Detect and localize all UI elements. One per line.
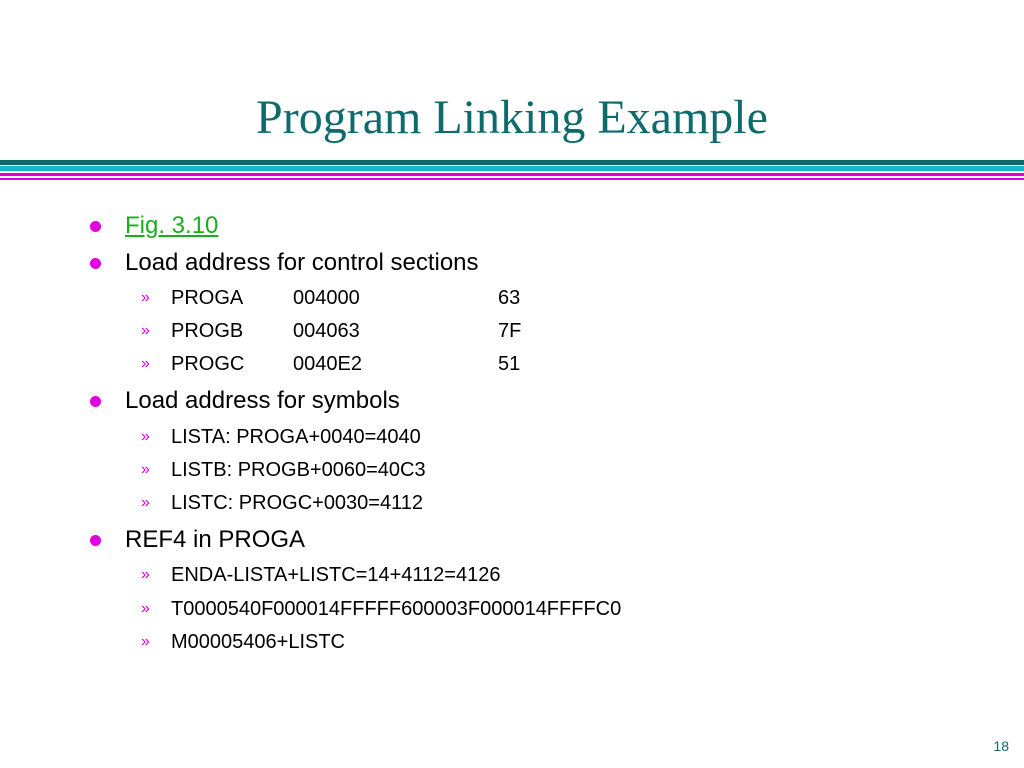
title-divider-teal-light — [0, 166, 1024, 171]
symbol-text: LISTC: PROGC+0030=4112 — [171, 492, 423, 514]
section-name: PROGA — [171, 287, 244, 309]
ref4-text: ENDA-LISTA+LISTC=14+4112=4126 — [171, 564, 501, 586]
title-divider-magenta-thin — [0, 178, 1024, 180]
sub-bullet-marker-icon: » — [141, 600, 150, 617]
symbol-row — [141, 457, 426, 483]
slide-title: Program Linking Example — [256, 91, 768, 144]
sub-bullet-marker-icon: » — [141, 633, 150, 650]
title-divider-teal-dark — [0, 160, 1024, 165]
symbol-row — [141, 490, 423, 516]
section-length: 7F — [498, 320, 522, 342]
bullet-text: Load address for control sections — [125, 249, 479, 276]
section-address: 004000 — [293, 287, 360, 309]
bullet-dot-icon — [90, 221, 101, 232]
section-length: 63 — [498, 287, 521, 309]
control-section-row — [141, 285, 520, 311]
ref4-row — [141, 596, 621, 622]
section-length: 51 — [498, 353, 521, 375]
bullet-text: Load address for symbols — [125, 387, 400, 414]
sub-bullet-marker-icon: » — [141, 428, 150, 445]
ref4-row — [141, 629, 345, 655]
ref4-row — [141, 562, 500, 588]
fig-3-10-link[interactable]: Fig. 3.10 — [125, 212, 219, 239]
symbol-text: LISTA: PROGA+0040=4040 — [171, 426, 421, 448]
ref4-text: M00005406+LISTC — [171, 631, 346, 653]
bullet-item-ref4 — [90, 525, 305, 555]
sub-bullet-marker-icon: » — [141, 494, 150, 511]
bullet-item-control-sections — [90, 248, 479, 278]
page-number: 18 — [993, 738, 1009, 754]
section-name: PROGC — [171, 353, 245, 375]
control-section-row — [141, 351, 520, 377]
bullet-dot-icon — [90, 396, 101, 407]
sub-bullet-marker-icon: » — [141, 355, 150, 372]
sub-bullet-marker-icon: » — [141, 289, 150, 306]
sub-bullet-marker-icon: » — [141, 566, 150, 583]
ref4-text: T0000540F000014FFFFF600003F000014FFFFC0 — [171, 598, 622, 620]
bullet-dot-icon — [90, 258, 101, 269]
symbol-row — [141, 424, 421, 450]
title-divider-magenta-thick — [0, 173, 1024, 176]
control-section-row — [141, 318, 521, 344]
sub-bullet-marker-icon: » — [141, 322, 150, 339]
bullet-item-symbols — [90, 386, 400, 416]
bullet-item-fig — [90, 211, 218, 241]
section-address: 004063 — [293, 320, 360, 342]
bullet-dot-icon — [90, 535, 101, 546]
sub-bullet-marker-icon: » — [141, 461, 150, 478]
symbol-text: LISTB: PROGB+0060=40C3 — [171, 459, 426, 481]
section-name: PROGB — [171, 320, 244, 342]
bullet-text: REF4 in PROGA — [125, 526, 306, 553]
section-address: 0040E2 — [293, 353, 362, 375]
